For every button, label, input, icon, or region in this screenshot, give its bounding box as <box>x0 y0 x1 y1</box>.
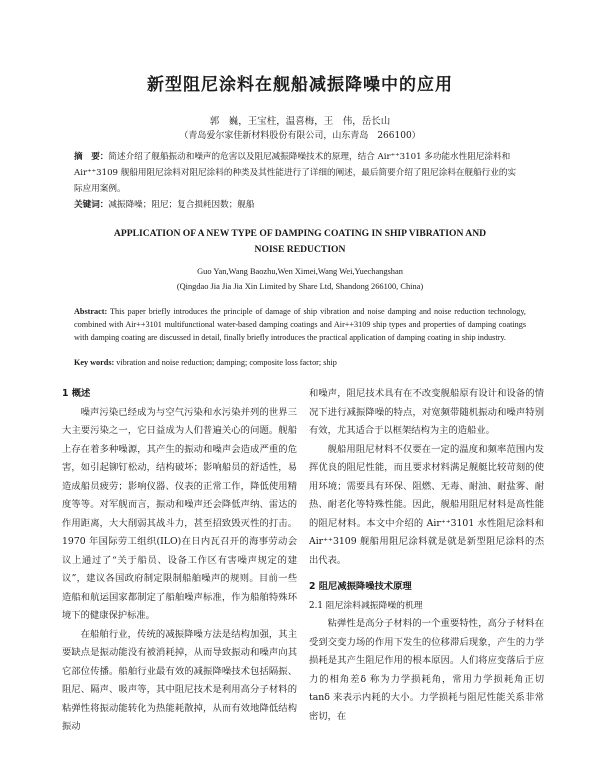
body-column-right <box>309 385 544 726</box>
section-2-1-heading: 2.1 阻尼涂料减振降噪的机理 <box>309 600 423 611</box>
affiliation-en: (Qingdao Jia Jia Jia Xin Limited by Share Ltd, Shandong 266100, China) <box>176 282 424 291</box>
section-1-heading: 1 概述 <box>62 388 91 399</box>
keywords-cn <box>74 198 524 210</box>
abstract-cn-label: 摘 要： <box>74 152 109 162</box>
section-1-paragraph-3: 舰船用阻尼材料不仅要在一定的温度和频率范围内发挥优良的阻尼性能，而且要求材料满足舰艇比较苛刻的使用环境；需要具有环保、阻燃、无毒、耐油、耐盐雾、耐热、耐老化等特殊性能。因此，舰船用阻尼材料是高性能的阻尼材料。本文中介绍的 Air⁺⁺3101 水性阻尼涂料和 Air⁺⁺3109 舰船用阻尼涂料就是就是新型阻尼涂料的杰出代表。 <box>309 443 544 566</box>
abstract-cn-text: 简述介绍了舰船振动和噪声的危害以及阻尼减振降噪技术的原理，结合 Air⁺⁺3101 多功能水性阻尼涂料和 Air⁺⁺3109 舰船用阻尼涂料对阻尼涂料的种类及其性能进行了详细的阐述，最后简要介绍了阻尼涂料在舰船行业的实际应用案例。 <box>74 152 517 194</box>
authors-en: Guo Yan,Wang Baozhu,Wen Ximei,Wang Wei,Yuechangshan <box>197 267 403 276</box>
section-1-paragraph-1: 噪声污染已经成为与空气污染和水污染并列的世界三大主要污染之一，它日益成为人们普遍关心的问题。舰船上存在着多种噪源，其产生的振动和噪声会造成严重的危害，如引起铆钉松动，结构破坏；影响船员的舒适性，易造成船员疲劳；影响仪器、仪表的正常工作，降低使用精度等等。对军舰而言，振动和噪声还会降低声纳、雷达的作用距离，大大削弱其战斗力，甚至招致毁灭性的打击。1970 年国际劳工组织(ILO)在日内瓦召开的海事劳动会议上通过了“关于船员、设备工作区有害噪声规定的建议”，建议各国政府制定限制船舶噪声的规则。目前一些造船和航运国家都制定了船舶噪声标准，作为船舶特殊环境下的健康保护标准。 <box>62 406 297 621</box>
paper-title-en <box>60 226 540 258</box>
paper-title-en-line1: APPLICATION OF A NEW TYPE OF DAMPING COATING IN SHIP VIBRATION AND <box>113 228 487 239</box>
section-2-heading: 2 阻尼减振降噪技术原理 <box>309 581 412 592</box>
abstract-en-text: This paper briefly introduces the principle of damage of ship vibration and noise damping and noise reduction technology, combined with Air++3101 multifunctional water-based damping coatings and Air++3109 ship types and properties of damping coatings with damping coating are discussed in detail, finally briefly introduces the practical application of damping coating in ship industry. <box>74 307 526 342</box>
paper-title-cn: 新型阻尼涂料在舰船减振降噪中的应用 <box>147 75 453 95</box>
section-2-paragraph-1: 粘弹性是高分子材料的一个重要特性，高分子材料在受到交变力场的作用下发生的位移滞后现象，产生的力学损耗是其产生阻尼作用的根本原因。人们将应变落后于应力的相角差δ 称为力学损耗角，常用力学损耗角正切 tanδ 来表示内耗的大小。力学损耗与阻尼性能关系非常密切，在 <box>309 618 544 722</box>
paper-title-en-line2: NOISE REDUCTION <box>254 244 346 255</box>
section-1-paragraph-2: 在船舶行业，传统的减振降噪方法是结构加强，其主要缺点是振动能没有被消耗掉，从而导致振动和噪声向其它部位传播。船舶行业最有效的减振降噪技术包括隔振、阻尼、隔声、吸声等，其中阻尼技术是利用高分子材料的粘弹性将振动能转化为热能耗散掉，从而有效地降低结构振动 <box>62 628 297 732</box>
affiliation-cn: （青岛爱尔家佳新材料股份有限公司，山东青岛 266100） <box>179 131 421 141</box>
abstract-en-label: Abstract: <box>74 307 108 316</box>
abstract-en <box>74 306 526 344</box>
keywords-en-text: vibration and noise reduction; damping; composite loss factor; ship <box>116 358 337 367</box>
spacer <box>309 570 544 578</box>
keywords-en-label: Key words: <box>74 358 115 367</box>
keywords-cn-label: 关键词： <box>74 200 109 210</box>
abstract-cn <box>74 149 524 197</box>
authors-cn: 郭 巍，王宝柱，温喜梅，王 伟，岳长山 <box>209 116 391 127</box>
keywords-cn-text: 减振降噪；阻尼；复合损耗因数；舰船 <box>108 200 255 210</box>
body-column-left <box>62 385 297 737</box>
keywords-en <box>74 358 526 367</box>
section-1-paragraph-2-continued: 和噪声，阻尼技术具有在不改变舰船原有设计和设备的情况下进行减振降噪的特点，对宽频带随机振动和噪声特别有效，尤其适合于以框架结构为主的造船业。 <box>309 388 544 436</box>
